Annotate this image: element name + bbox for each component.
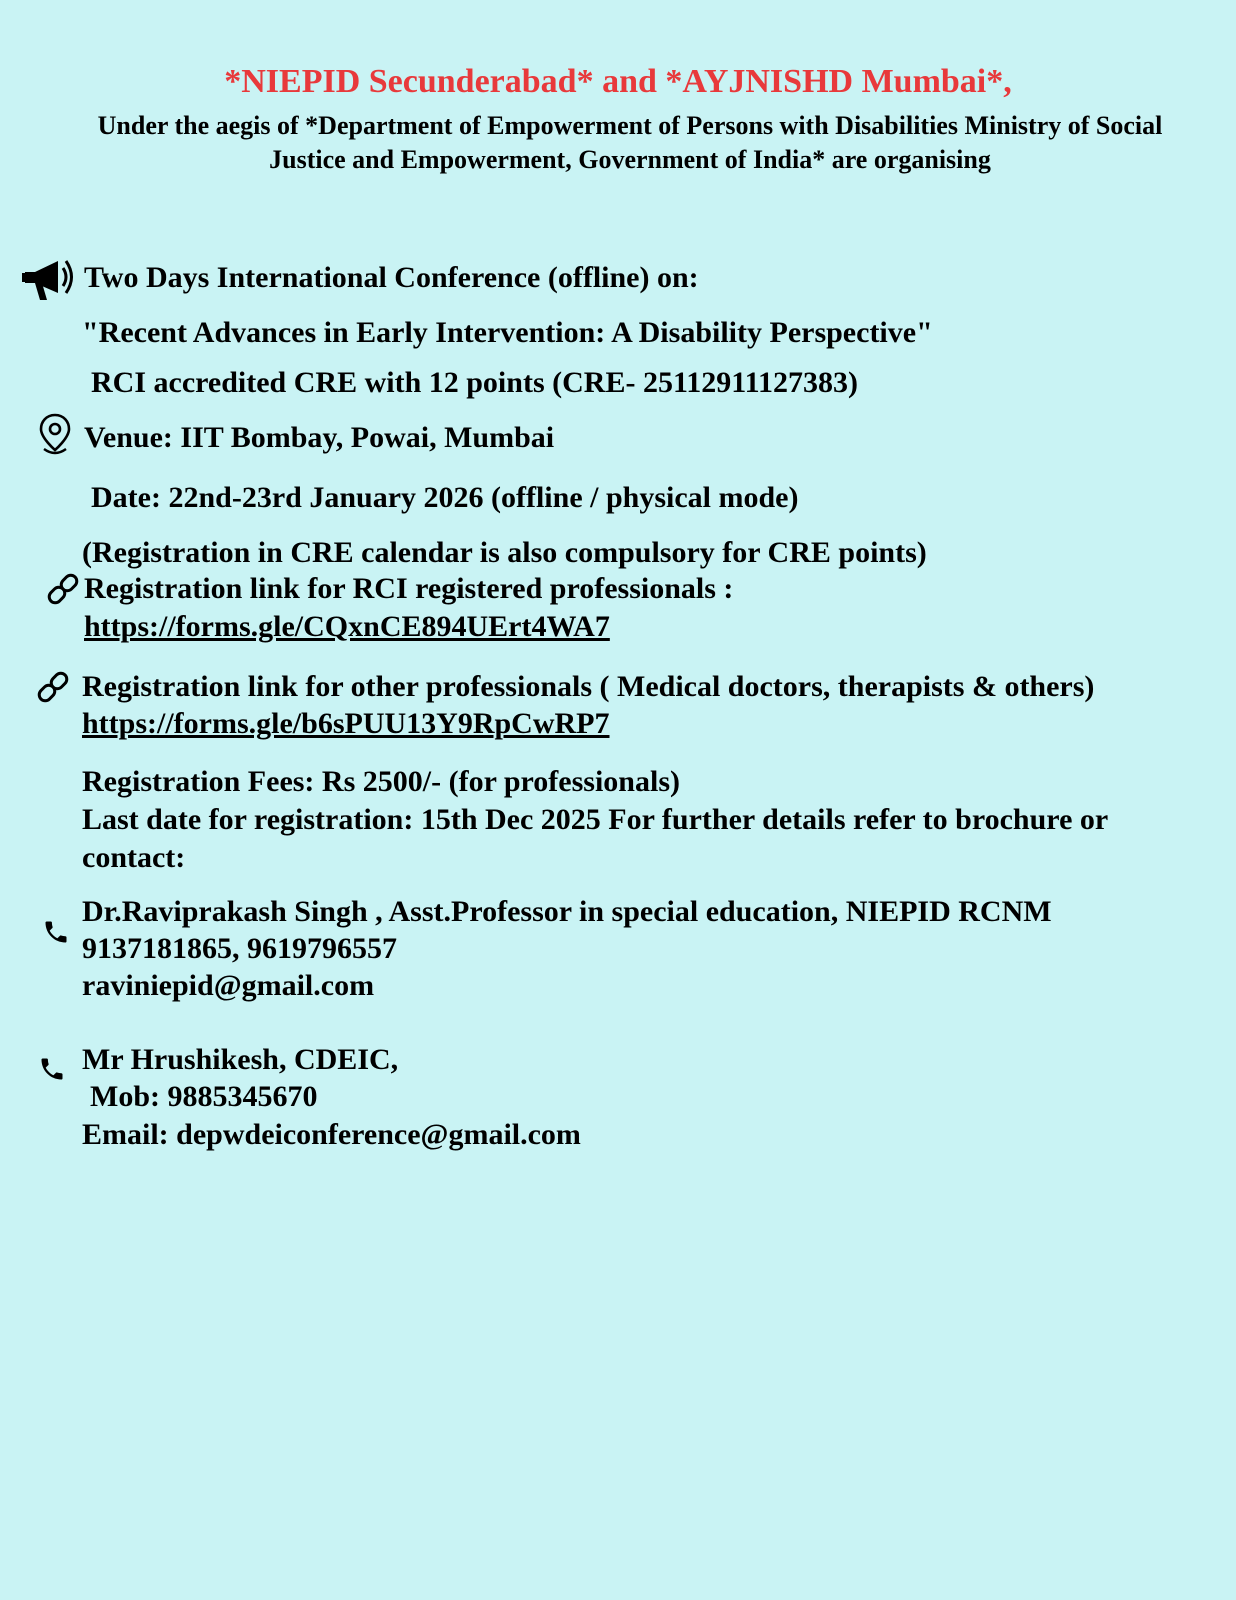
phone-icon: [38, 1055, 66, 1083]
contact-label: contact:: [82, 841, 186, 874]
poster-title: *NIEPID Secunderabad* and *AYJNISHD Mumbai*,: [224, 63, 1012, 100]
conference-theme: "Recent Advances in Early Intervention: A Disability Perspective": [82, 316, 933, 349]
registration-fees: Registration Fees: Rs 2500/- (for professionals): [82, 765, 680, 798]
aegis-text: [40, 109, 1220, 177]
conference-date: Date: 22nd-23rd January 2026 (offline / physical mode): [91, 481, 799, 514]
cre-accreditation: RCI accredited CRE with 12 points (CRE- 25112911127383): [91, 366, 858, 399]
cre-calendar-note: (Registration in CRE calendar is also compulsory for CRE points): [82, 536, 927, 569]
location-pin-icon: [38, 412, 72, 458]
other-registration-link[interactable]: https://forms.gle/b6sPUU13Y9RpCwRP7: [82, 707, 610, 740]
link-icon: [34, 668, 72, 706]
aegis-line-1: Under the aegis of *Department of Empowerment of Persons with Disabilities Ministry of Social: [97, 111, 1163, 140]
megaphone-icon: [22, 256, 74, 302]
contact-2-name: Mr Hrushikesh, CDEIC,: [82, 1043, 399, 1076]
contact-2-email: Email: depwdeiconference@gmail.com: [82, 1118, 581, 1151]
conference-type: Two Days International Conference (offline) on:: [84, 261, 699, 294]
contact-2-mobile: Mob: 9885345670: [90, 1080, 318, 1113]
venue: Venue: IIT Bombay, Powai, Mumbai: [84, 421, 555, 454]
contact-1-name: Dr.Raviprakash Singh , Asst.Professor in special education, NIEPID RCNM: [82, 895, 1052, 928]
link-icon: [44, 570, 82, 608]
aegis-line-2: Justice and Empowerment, Government of India* are organising: [269, 145, 991, 174]
rci-registration-label: Registration link for RCI registered professionals :: [84, 572, 734, 605]
last-date: Last date for registration: 15th Dec 2025 For further details refer to brochure or: [82, 803, 1109, 836]
contact-1-email: raviniepid@gmail.com: [82, 969, 375, 1002]
rci-registration-link[interactable]: https://forms.gle/CQxnCE894UErt4WA7: [84, 610, 610, 643]
other-registration-label: Registration link for other professionals ( Medical doctors, therapists & others): [82, 670, 1095, 703]
contact-1-phones: 9137181865, 9619796557: [82, 932, 397, 965]
phone-icon: [42, 918, 70, 946]
